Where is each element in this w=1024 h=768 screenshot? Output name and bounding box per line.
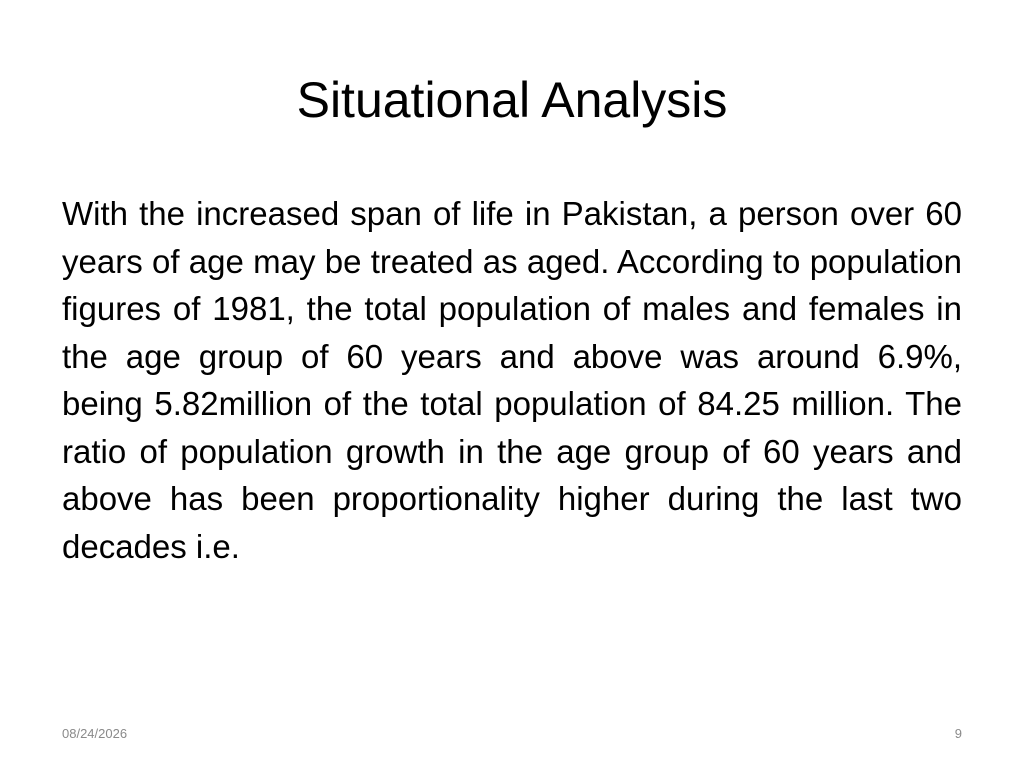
slide-body-text: With the increased span of life in Pakistan, a person over 60 years of age may be treated as aged. According to population figures of 1981, the total population of males and females in the age group of 60 years and above was around 6.9%, being 5.82million of the total population of 84.25 million. The ratio of population growth in the age group of 60 years and above has been proportionality higher during the last two decades i.e. xyxy=(62,195,962,565)
footer-page-number: 9 xyxy=(954,726,962,741)
slide-title: Situational Analysis xyxy=(296,72,728,128)
footer-date: 08/24/2026 xyxy=(62,726,128,741)
